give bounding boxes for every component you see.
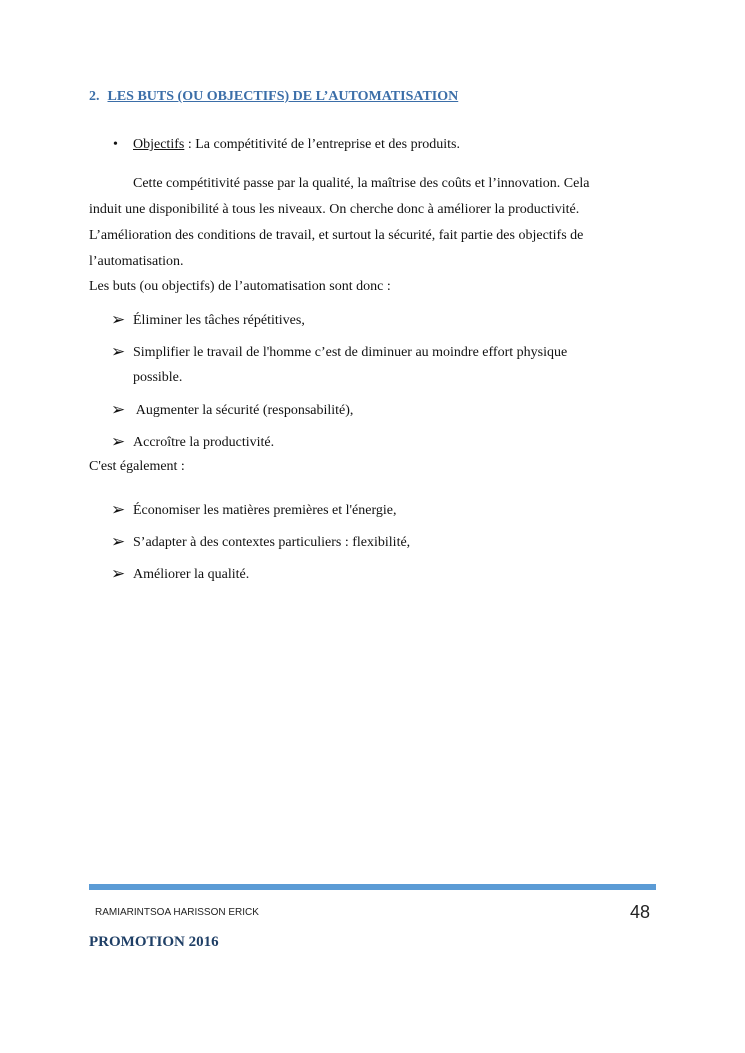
arrow-bullet-icon: ➢	[111, 564, 126, 584]
goals-intro: Les buts (ou objectifs) de l’automatisation sont donc :	[89, 279, 391, 294]
paragraph-line-2: induit une disponibilité à tous les niveaux. On cherche donc à améliorer la productivité.	[89, 202, 580, 217]
goal-text-continuation: possible.	[133, 370, 183, 385]
section-number: 2.	[89, 89, 100, 104]
footer-divider	[89, 884, 656, 890]
goal-item	[111, 432, 274, 452]
section-heading	[89, 89, 458, 105]
also-item	[111, 500, 397, 520]
bullet-dot-icon: •	[113, 137, 118, 152]
also-item	[111, 564, 249, 584]
paragraph-line-3: L’amélioration des conditions de travail, et surtout la sécurité, fait partie des objectifs de	[89, 228, 584, 243]
goal-text: Accroître la productivité.	[133, 435, 275, 450]
footer-promotion: PROMOTION 2016	[89, 934, 219, 950]
objectives-term: Objectifs	[133, 137, 185, 152]
also-intro: C'est également :	[89, 459, 185, 474]
section-title: LES BUTS (OU OBJECTIFS) DE L’AUTOMATISATION	[107, 89, 459, 104]
arrow-bullet-icon: ➢	[111, 432, 126, 452]
also-text: Améliorer la qualité.	[133, 567, 250, 582]
objectives-text: : La compétitivité de l’entreprise et des produits.	[184, 137, 460, 152]
also-item	[111, 532, 410, 552]
paragraph-line-4: l’automatisation.	[89, 254, 184, 269]
goal-item	[111, 310, 305, 330]
arrow-bullet-icon: ➢	[111, 400, 126, 420]
page-number: 48	[629, 902, 650, 922]
paragraph-line-1: Cette compétitivité passe par la qualité, la maîtrise des coûts et l’innovation. Cela	[133, 176, 590, 191]
footer-author: RAMIARINTSOA HARISSON ERICK	[95, 907, 259, 918]
also-text: S’adapter à des contextes particuliers : flexibilité,	[133, 535, 411, 550]
goal-item	[111, 342, 567, 362]
goal-item	[111, 400, 353, 420]
arrow-bullet-icon: ➢	[111, 500, 126, 520]
goal-text: Simplifier le travail de l'homme c’est de diminuer au moindre effort physique	[133, 345, 568, 360]
objectives-bullet	[113, 137, 460, 153]
arrow-bullet-icon: ➢	[111, 532, 126, 552]
arrow-bullet-icon: ➢	[111, 342, 126, 362]
goal-text: Éliminer les tâches répétitives,	[133, 313, 305, 328]
also-text: Économiser les matières premières et l'énergie,	[133, 503, 397, 518]
arrow-bullet-icon: ➢	[111, 310, 126, 330]
goal-text: Augmenter la sécurité (responsabilité),	[133, 403, 354, 418]
